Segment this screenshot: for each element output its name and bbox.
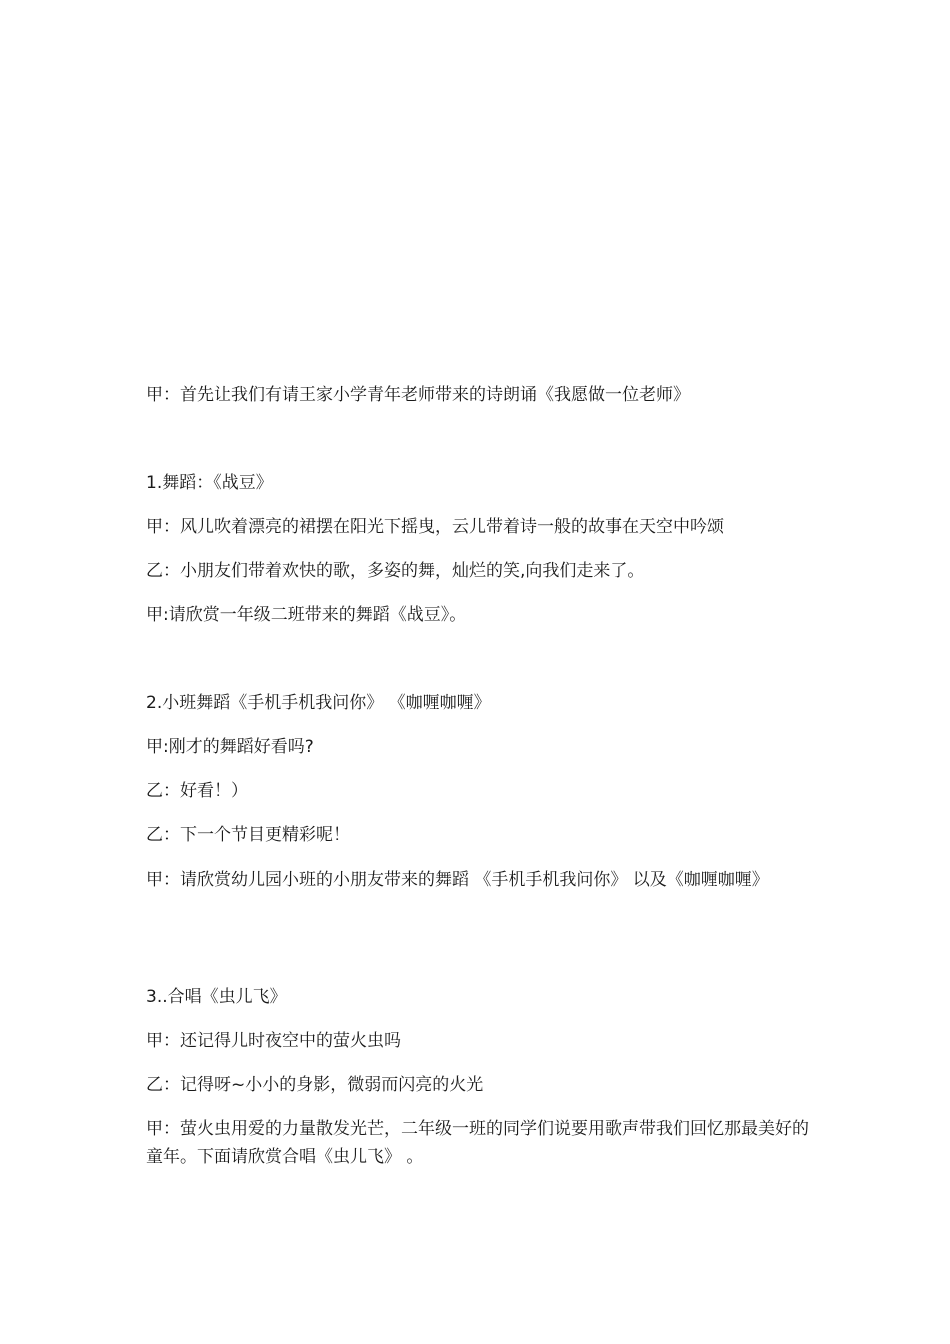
intro-line: 甲：首先让我们有请王家小学青年老师带来的诗朗诵《我愿做一位老师》	[146, 385, 690, 405]
section-1-line-3: 甲:请欣赏一年级二班带来的舞蹈《战豆》。	[146, 605, 467, 625]
section-2-line-4: 甲：请欣赏幼儿园小班的小朋友带来的舞蹈 《手机手机我问你》 以及《咖喱咖喱》	[146, 870, 769, 890]
section-3-line-3: 甲：萤火虫用爱的力量散发光芒，二年级一班的同学们说要用歌声带我们回忆那最美好的童年。下面请欣赏合唱《虫儿飞》 。	[146, 1119, 809, 1167]
section-1-heading: 1.舞蹈：《战豆》	[146, 473, 273, 493]
section-1-line-2: 乙：小朋友们带着欢快的歌，多姿的舞，灿烂的笑,向我们走来了。	[146, 561, 645, 581]
section-3-line-2: 乙：记得呀~小小的身影，微弱而闪亮的火光	[146, 1075, 484, 1095]
section-2-line-1: 甲:刚才的舞蹈好看吗?	[146, 737, 314, 757]
section-2-line-3: 乙：下一个节目更精彩呢！	[146, 825, 350, 845]
section-3-line-1: 甲：还记得儿时夜空中的萤火虫吗	[146, 1031, 401, 1051]
section-1-line-1: 甲：风儿吹着漂亮的裙摆在阳光下摇曳，云儿带着诗一般的故事在天空中吟颂	[146, 517, 724, 537]
section-2-line-2: 乙：好看！）	[146, 781, 248, 801]
section-2-heading: 2.小班舞蹈《手机手机我问你》 《咖喱咖喱》	[146, 693, 491, 713]
section-3-heading: 3..合唱《虫儿飞》	[146, 987, 287, 1007]
